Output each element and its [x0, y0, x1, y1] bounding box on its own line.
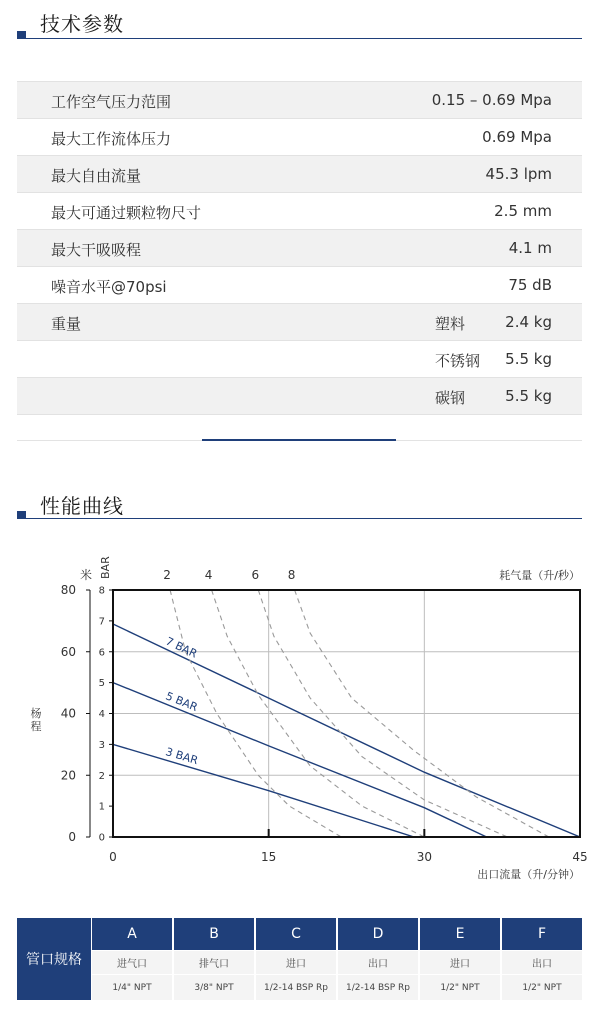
- metre-tick-label: 80: [60, 583, 76, 597]
- spec-value: 4.1 m: [508, 239, 552, 257]
- bar-tick-label: 5: [98, 678, 105, 690]
- y-axis-title: 杨: [30, 707, 42, 720]
- bar-tick-label: 3: [98, 739, 105, 751]
- port-spec-table: [17, 918, 582, 1000]
- bar-tick-label: 7: [98, 616, 105, 628]
- performance-section-header: [0, 480, 600, 522]
- bar-unit-label: BAR: [99, 556, 112, 579]
- spec-label: 工作空气压力范围: [51, 93, 172, 111]
- port-type: 出口: [502, 951, 582, 974]
- air-consumption-axis-title: 耗气量（升/秒）: [499, 569, 580, 582]
- spec-row: [17, 303, 582, 340]
- bar-tick-label: 1: [98, 801, 105, 813]
- port-size: 1/2-14 BSP Rp: [338, 975, 418, 1000]
- spec-material: 不锈钢: [435, 352, 481, 370]
- bar-tick-label: 2: [98, 770, 105, 782]
- x-tick-label: 0: [109, 850, 117, 864]
- x-tick-label: 30: [416, 850, 432, 864]
- metre-tick-label: 60: [60, 644, 76, 659]
- spec-label: 最大干吸吸程: [51, 241, 142, 259]
- pressure-curve-label: 5 BAR: [163, 689, 200, 715]
- spec-row: [17, 340, 582, 377]
- section-underline: [26, 38, 582, 39]
- air-consumption-tick-label: 8: [287, 568, 296, 582]
- port-size: 1/2" NPT: [502, 975, 582, 1000]
- pressure-curve-label: 3 BAR: [164, 745, 200, 768]
- specs-table: [17, 81, 582, 415]
- spec-row: [17, 192, 582, 229]
- spec-label: 最大工作流体压力: [51, 130, 172, 148]
- section-marker-icon: [17, 511, 26, 519]
- port-column: [174, 918, 254, 1000]
- port-size: 3/8" NPT: [174, 975, 254, 1000]
- y-axis-title: 程: [30, 720, 42, 733]
- metre-tick-label: 20: [60, 768, 76, 783]
- spec-row: [17, 155, 582, 192]
- port-column: [420, 918, 500, 1000]
- air-consumption-tick-label: 6: [251, 568, 260, 582]
- performance-chart: [0, 555, 600, 895]
- port-column: [338, 918, 418, 1000]
- bar-tick-label: 0: [98, 832, 105, 844]
- bar-tick-label: 6: [98, 647, 105, 659]
- port-type: 进气口: [92, 951, 172, 974]
- port-letter: F: [502, 918, 582, 950]
- port-size: 1/2" NPT: [420, 975, 500, 1000]
- spec-row: [17, 377, 582, 415]
- pressure-curve: [113, 683, 487, 837]
- spec-material: 塑料: [435, 315, 466, 333]
- metre-unit-label: 米: [79, 568, 93, 582]
- spec-row: [17, 229, 582, 266]
- pressure-curve-label: 7 BAR: [163, 634, 200, 661]
- spec-material: 碳钢: [435, 389, 466, 407]
- port-column: [92, 918, 172, 1000]
- spec-value: 45.3 lpm: [485, 165, 552, 183]
- spec-label: 重量: [51, 315, 82, 333]
- x-tick-label: 15: [261, 850, 277, 864]
- port-size: 1/2-14 BSP Rp: [256, 975, 336, 1000]
- port-type: 进口: [420, 951, 500, 974]
- port-spec-header: 管口规格: [17, 918, 91, 1000]
- port-size: 1/4" NPT: [92, 975, 172, 1000]
- pressure-curve: [113, 744, 414, 837]
- section-marker-icon: [17, 31, 26, 39]
- x-axis-title: 出口流量（升/分钟）: [477, 868, 580, 881]
- spec-value: 5.5 kg: [505, 350, 552, 368]
- section-divider-accent: [202, 439, 396, 441]
- metre-tick-label: 0: [68, 830, 76, 844]
- port-letter: C: [256, 918, 336, 950]
- spec-label: 最大可通过颗粒物尺寸: [51, 204, 202, 222]
- port-type: 排气口: [174, 951, 254, 974]
- spec-label: 最大自由流量: [51, 167, 142, 185]
- spec-label: 噪音水平@70psi: [51, 278, 167, 296]
- port-type: 出口: [338, 951, 418, 974]
- x-tick-label: 45: [572, 850, 588, 864]
- port-letter: D: [338, 918, 418, 950]
- spec-row: [17, 118, 582, 155]
- port-type: 进口: [256, 951, 336, 974]
- port-letter: E: [420, 918, 500, 950]
- port-column: [256, 918, 336, 1000]
- pressure-curve: [113, 624, 580, 837]
- spec-value: 2.4 kg: [505, 313, 552, 331]
- air-consumption-tick-label: 4: [204, 568, 213, 582]
- spec-value: 2.5 mm: [494, 202, 552, 220]
- specs-section-header: [0, 0, 600, 40]
- spec-value: 0.15 – 0.69 Mpa: [431, 91, 552, 109]
- spec-row: [17, 81, 582, 118]
- air-consumption-tick-label: 2: [163, 568, 171, 582]
- spec-value: 5.5 kg: [505, 387, 552, 405]
- bar-tick-label: 4: [98, 709, 105, 720]
- spec-row: [17, 266, 582, 303]
- metre-tick-label: 40: [60, 706, 76, 721]
- bar-tick-label: 8: [98, 585, 105, 597]
- port-column: [502, 918, 582, 1000]
- specs-title: 技术参数: [40, 12, 124, 36]
- spec-value: 0.69 Mpa: [482, 128, 552, 146]
- port-letter: A: [92, 918, 172, 950]
- port-letter: B: [174, 918, 254, 950]
- spec-value: 75 dB: [508, 276, 552, 294]
- section-underline: [26, 518, 582, 519]
- performance-title: 性能曲线: [40, 494, 124, 518]
